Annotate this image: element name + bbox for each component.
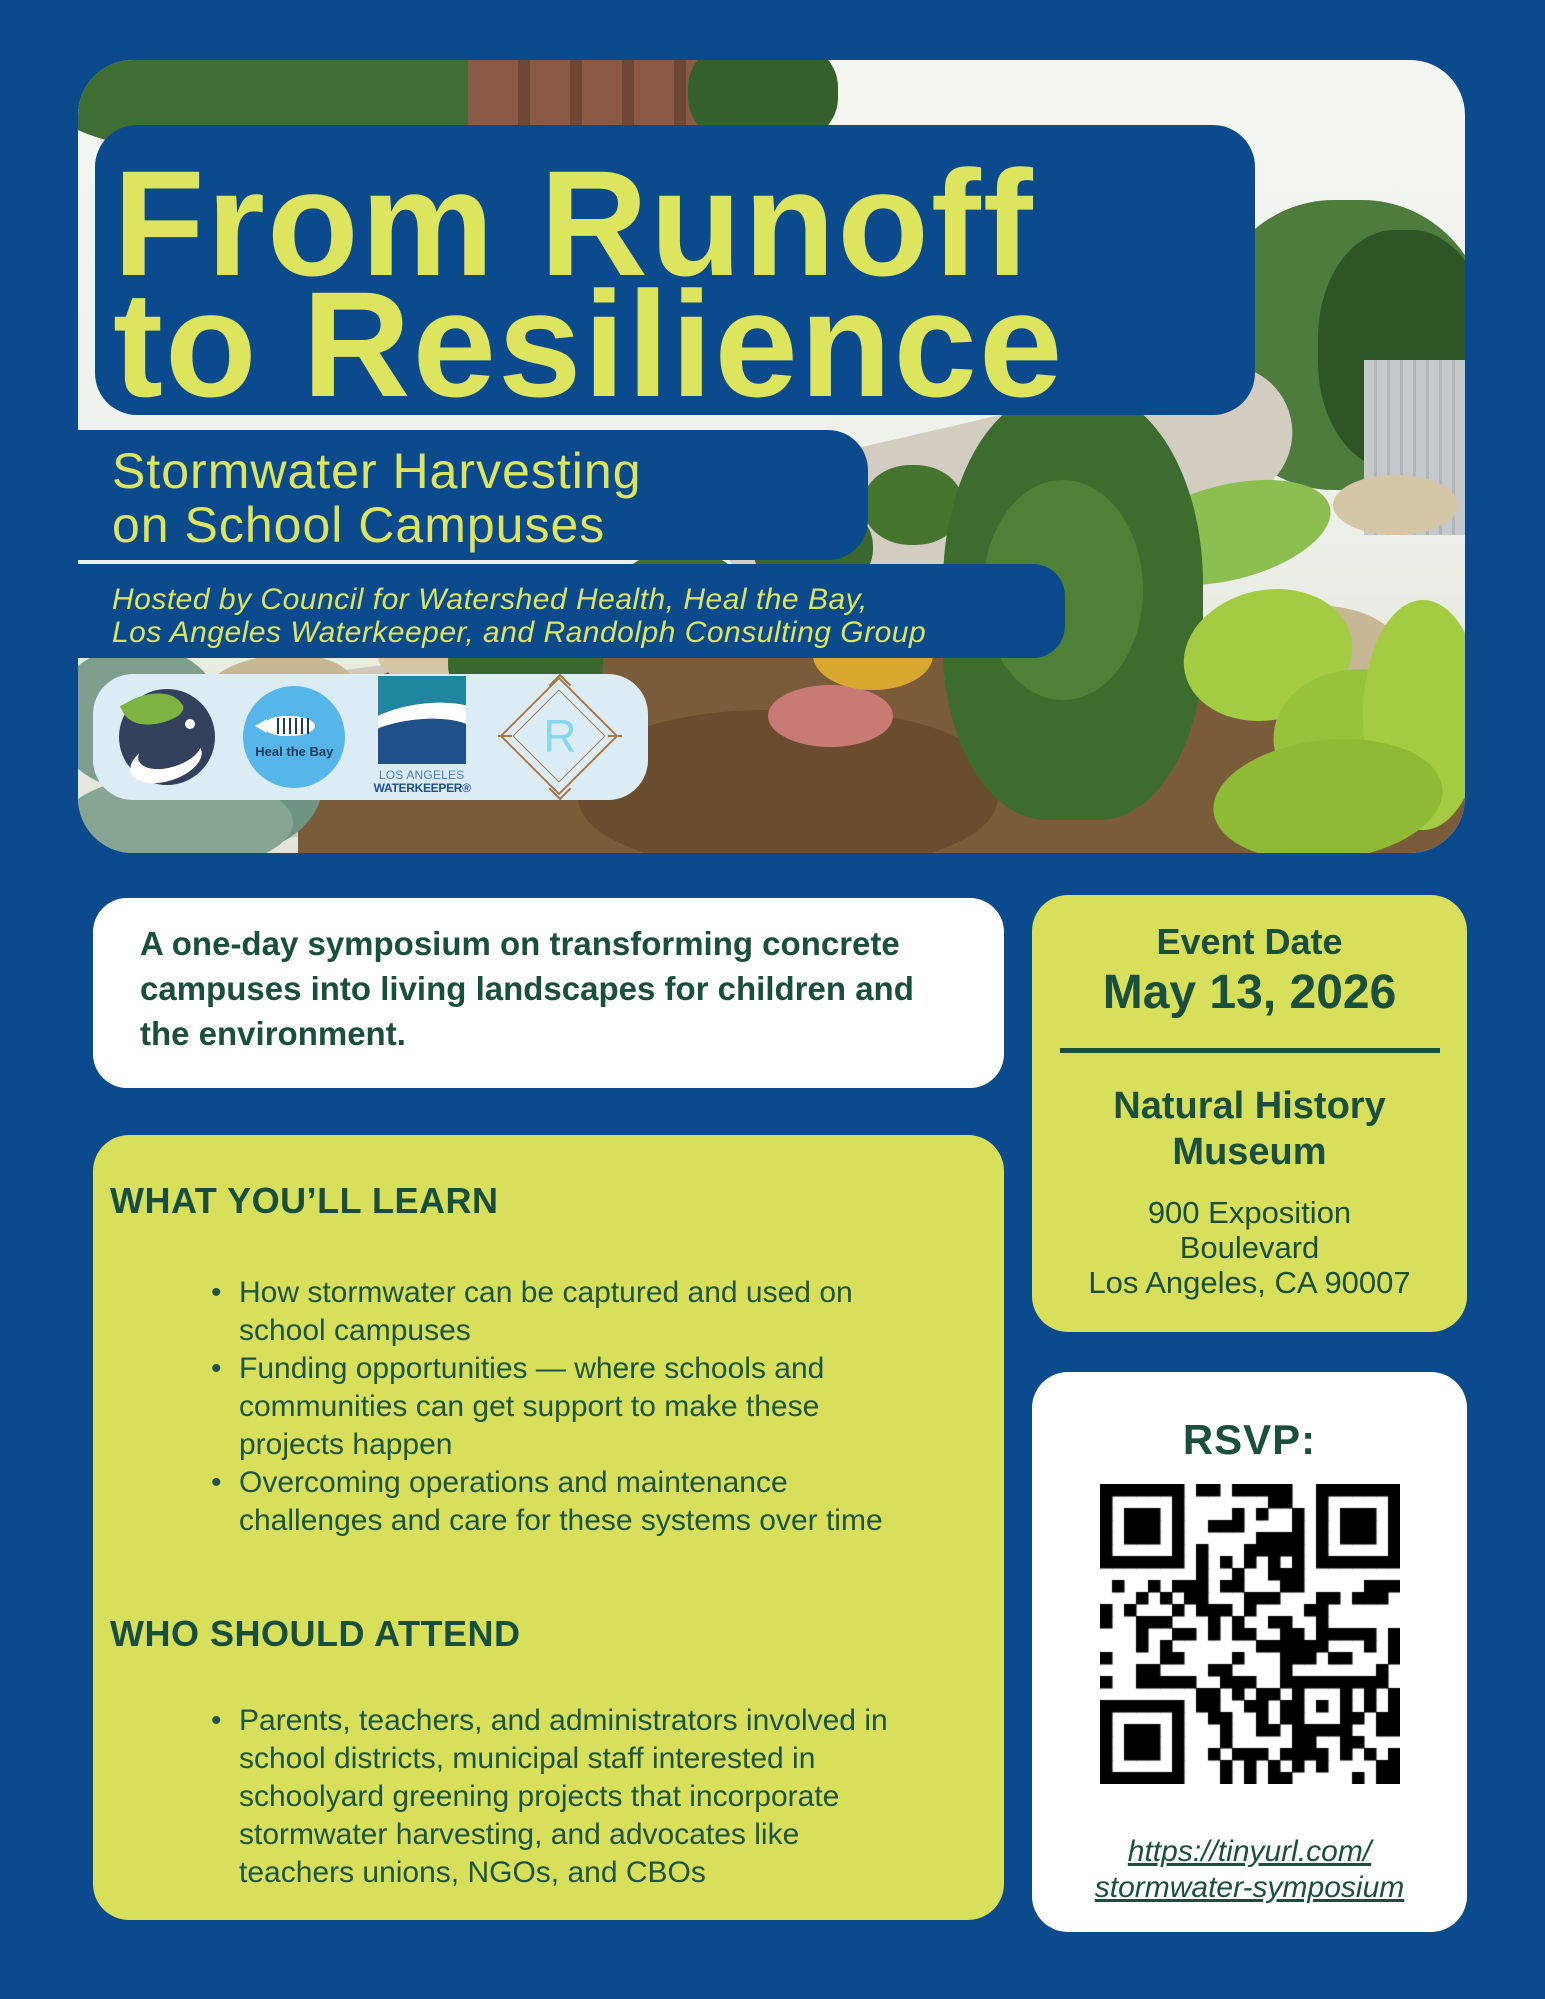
rsvp-link[interactable] xyxy=(1032,1834,1467,1906)
learn-list xyxy=(211,1274,1004,1540)
list-item: • Overcoming operations and maintenance challenges and care for these systems over time xyxy=(211,1464,919,1540)
rsvp-url-line-1[interactable]: https://tinyurl.com/ xyxy=(1127,1835,1372,1868)
cwh-dot xyxy=(185,719,195,729)
title-line-2: to Resilience xyxy=(113,260,1065,428)
photo-rock-right2 xyxy=(1333,475,1458,535)
htb-circle xyxy=(243,686,345,788)
subtitle-line-2: on School Campuses xyxy=(112,497,606,553)
title-banner xyxy=(95,125,1255,428)
venue-line-2: Museum xyxy=(1172,1131,1327,1173)
photo-building-windows xyxy=(478,60,723,130)
intro-text: A one-day symposium on transforming concrete campuses into living landscapes for children and the environment. xyxy=(140,925,914,1052)
lawk-label-line-1: LOS ANGELES xyxy=(378,768,465,782)
hosted-by-line-2: Los Angeles Waterkeeper, and Randolph Consulting Group xyxy=(112,616,927,649)
address-line-1: 900 Exposition xyxy=(1147,1195,1352,1230)
lawk-square xyxy=(378,676,466,764)
lawk-label-line-2: WATERKEEPER® xyxy=(373,781,471,795)
rsvp-url-line-2[interactable]: stormwater-symposium xyxy=(1094,1871,1405,1904)
randolph-consulting-logo xyxy=(498,675,622,799)
subtitle-banner xyxy=(78,430,868,560)
intro-box xyxy=(93,898,1004,1088)
address-line-3: Los Angeles, CA 90007 xyxy=(1088,1265,1411,1300)
event-date-label: Event Date xyxy=(1156,921,1343,962)
heal-the-bay-logo xyxy=(243,686,345,788)
learn-attend-box xyxy=(93,1135,1004,1920)
hosted-by-line-1: Hosted by Council for Watershed Health, Heal the Bay, xyxy=(112,583,868,616)
rsvp-heading: RSVP: xyxy=(1182,1416,1317,1463)
council-watershed-health-logo xyxy=(119,689,215,785)
attend-heading: WHO SHOULD ATTEND xyxy=(110,1613,521,1654)
learn-heading: WHAT YOU’LL LEARN xyxy=(110,1180,499,1221)
rsvp-box xyxy=(1032,1372,1467,1932)
attend-list xyxy=(211,1702,1004,1892)
rcg-letter: R xyxy=(543,710,577,762)
la-waterkeeper-logo xyxy=(374,676,470,798)
list-item: • Parents, teachers, and administrators involved in school districts, municipal staff interested in schoolyard greening projects that incorporate stormwater harvesting, and advocates like teachers unions, NGOs, and CBOs xyxy=(211,1702,919,1892)
list-item: • How stormwater can be captured and used on school campuses xyxy=(211,1274,919,1350)
event-date-value: May 13, 2026 xyxy=(1102,966,1397,1019)
venue-line-1: Natural History xyxy=(1113,1085,1386,1127)
qr-code xyxy=(1100,1484,1400,1784)
photo-pink-flowers xyxy=(768,685,893,747)
address-line-2: Boulevard xyxy=(1179,1230,1320,1265)
hosted-by-banner xyxy=(78,564,1065,658)
heal-the-bay-label: Heal the Bay xyxy=(255,744,334,759)
divider xyxy=(1060,1048,1440,1053)
title-line-1: From Runoff xyxy=(113,139,1035,307)
list-item: • Funding opportunities — where schools and communities can get support to make these projects happen xyxy=(211,1350,919,1464)
subtitle-line-1: Stormwater Harvesting xyxy=(112,443,642,499)
fish-ribs-icon xyxy=(273,718,309,734)
partner-logo-strip xyxy=(93,674,648,800)
event-date-box xyxy=(1032,895,1467,1332)
